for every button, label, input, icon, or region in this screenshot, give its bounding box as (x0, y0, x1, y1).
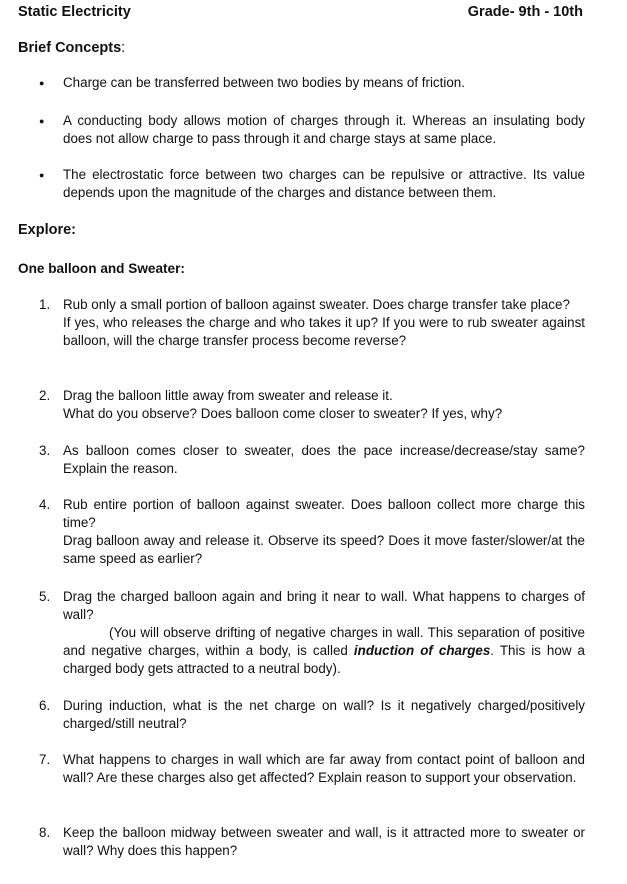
item-question: Rub only a small portion of balloon against sweater. Does charge transfer take place? (63, 297, 570, 312)
induction-note (63, 624, 585, 678)
note-emphasis: induction of charges (353, 643, 491, 658)
bullet-item: ● A conducting body allows motion of charges through it. Whereas an insulating body does not allow charge to pass through it and charge stays at same place. (63, 112, 585, 148)
grade-label: Grade- 9th - 10th (467, 4, 583, 20)
item-number: 6. (39, 698, 51, 713)
bullet-item: ● Charge can be transferred between two bodies by means of friction. (63, 74, 585, 92)
brief-concepts-heading (18, 39, 125, 57)
item-question: Rub entire portion of balloon against sweater. Does balloon collect more charge this time? (63, 497, 585, 530)
item-followup: If yes, who releases the charge and who takes it up? If you were to rub sweater against balloon, will the charge transfer process become reverse? (63, 315, 585, 348)
numbered-item-7 (39, 751, 585, 787)
item-number: 8. (39, 825, 51, 840)
numbered-item-2 (39, 387, 585, 423)
item-number: 7. (39, 752, 51, 767)
item-question: As balloon comes closer to sweater, does the pace increase/decrease/stay same? Explain the reason. (63, 443, 585, 476)
section-subheading: One balloon and Sweater: (18, 261, 185, 276)
item-number: 3. (39, 443, 51, 458)
numbered-item-6 (39, 697, 585, 733)
item-question: During induction, what is the net charge on wall? Is it negatively charged/positively charged/still neutral? (63, 698, 585, 731)
item-question: Drag the balloon little away from sweater and release it. (63, 388, 393, 403)
numbered-item-3 (39, 442, 585, 478)
explore-heading: Explore: (18, 222, 77, 238)
numbered-item-1 (39, 296, 585, 350)
brief-heading-text: Brief Concepts (18, 40, 122, 56)
item-number: 5. (39, 589, 51, 604)
note-text-pre: (You will observe drifting of negative charges in wall. This separation of positive and negative charges, within a body, is called (63, 625, 585, 658)
numbered-item-5 (39, 588, 585, 678)
brief-heading-colon: : (121, 40, 126, 56)
item-number: 4. (39, 497, 51, 512)
item-question: Drag the charged balloon again and bring it near to wall. What happens to charges of wall? (63, 589, 585, 622)
page-title: Static Electricity (18, 4, 131, 20)
note-text-post: . This is how a charged body gets attracted to a neutral body). (63, 643, 585, 676)
numbered-item-8 (39, 824, 585, 860)
item-followup: Drag balloon away and release it. Observe its speed? Does it move faster/slower/at the same speed as earlier? (63, 533, 585, 566)
numbered-item-4 (39, 496, 585, 568)
page-header (18, 3, 583, 21)
item-question: Keep the balloon midway between sweater and wall, is it attracted more to sweater or wall? Why does this happen? (63, 825, 585, 858)
item-number: 1. (39, 297, 51, 312)
item-number: 2. (39, 388, 51, 403)
item-followup: What do you observe? Does balloon come closer to sweater? If yes, why? (63, 406, 503, 421)
item-question: What happens to charges in wall which are far away from contact point of balloon and wall? Are these charges also get affected? Explain reason to support your observation. (63, 752, 585, 785)
bullet-item: ● The electrostatic force between two charges can be repulsive or attractive. Its value depends upon the magnitude of the charges and distance between them. (63, 166, 585, 202)
